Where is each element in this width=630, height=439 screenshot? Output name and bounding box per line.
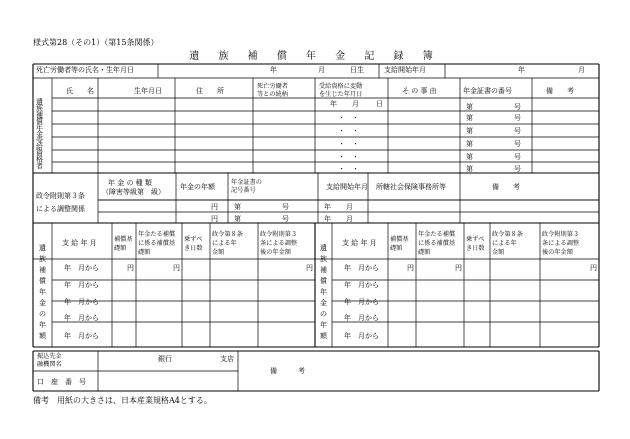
date-dots: ・ ・ [338, 127, 359, 135]
annual-period-row: 年 月から [344, 264, 379, 272]
col-change: 受給資格に変動を生じた年月日 [319, 83, 363, 98]
adj-year: 年 [324, 203, 331, 211]
adj-cert-prefix: 第 [234, 203, 241, 211]
annual-art8-head: 政令第８条 [212, 231, 243, 238]
annual-side-char: 年 [39, 321, 46, 329]
annual-period-row: 年 月から [64, 314, 99, 322]
form-header: 様式第28（その1）（第15条関係） [33, 38, 159, 47]
annual-side-char: 補 [39, 266, 46, 274]
cert-suffix: 号 [514, 153, 521, 161]
cert-suffix: 号 [514, 103, 521, 111]
date-dots: ・ ・ [338, 153, 359, 161]
annual-yen: 円 [590, 264, 597, 272]
col-relation: 死亡労働者等との続柄 [257, 83, 288, 98]
annual-mult-head: 乗ずべ [184, 236, 203, 243]
adjust-side-text: による調整関係 [36, 205, 85, 213]
cert-suffix: 号 [514, 165, 521, 173]
annual-period-row: 年 月から [64, 332, 99, 340]
adj-year: 年 [324, 215, 331, 223]
annual-base-head: 補償基 [390, 236, 409, 243]
annual-art8-head: 政令第８条 [492, 231, 523, 238]
annual-basedetail-head: 年金たる補償 [138, 231, 176, 238]
annual-basedetail-head: 年金たる補償 [418, 231, 456, 238]
date-dots: ・ ・ [338, 140, 359, 148]
annual-base-head: 礎額 [114, 245, 127, 252]
cert-suffix: 号 [514, 140, 521, 148]
recipients-side-char: 者 [36, 162, 43, 170]
annual-side-char: 額 [320, 332, 327, 340]
page-title: 遺 族 補 償 年 金 記 録 簿 [189, 51, 441, 62]
annual-art8-head: 金額 [492, 249, 505, 256]
recipients-side-char: 金 [36, 130, 43, 138]
annual-mult-head: 乗ずべ [466, 236, 485, 243]
annual-side-char: 遺 [320, 244, 327, 252]
recipients-side-char: 償 [36, 117, 43, 126]
annual-side-char: 償 [39, 277, 46, 285]
adj-cert-suffix: 号 [282, 215, 289, 223]
adj-kind-sub: （障害等級第 級） [102, 188, 165, 196]
recipients-side-char: 族 [36, 104, 43, 113]
recipients-side-char: 受 [36, 136, 43, 145]
annual-period-row: 年 月から [344, 281, 379, 289]
adj-amount: 年金の年額 [180, 183, 215, 191]
annual-base-head: 礎額 [390, 245, 403, 252]
adj-cert-prefix: 第 [234, 215, 241, 223]
annual-yen: 円 [407, 264, 414, 272]
annual-yen: 円 [306, 264, 313, 272]
annual-period-row: 年 月から [64, 264, 99, 272]
annual-side-char: 年 [320, 321, 327, 329]
date-sub-month: 月 [352, 100, 359, 108]
annual-period-head: 支 給 年 月 [62, 239, 97, 247]
annual-side-char: 年 [320, 288, 327, 296]
date-dots: ・ ・ [338, 114, 359, 122]
annual-side-char: 補 [320, 266, 327, 274]
col-cert: 年金証書の番号 [463, 87, 512, 95]
annual-mult-head: き日数 [184, 245, 203, 252]
deceased-label: 死亡労働者等の氏名・生年月日 [36, 66, 134, 74]
account-label: 口 座 番 号 [37, 378, 86, 386]
annual-adj-head: 条による調整 [260, 240, 298, 247]
annual-yen: 円 [173, 264, 180, 272]
cert-prefix: 第 [466, 165, 473, 173]
annual-side-char: の [320, 310, 327, 318]
annual-yen: 円 [127, 264, 134, 272]
adj-month: 月 [346, 203, 353, 211]
adj-kind: 年 金 の 種 類 [108, 179, 152, 187]
date-dots: ・ ・ [338, 165, 359, 173]
adj-cert: 年金証書の記号番号 [231, 179, 262, 194]
recipients-side-char: 年 [36, 123, 43, 132]
annual-side-char: 遺 [39, 244, 46, 252]
annual-basedetail-head: に係る補償基 [418, 240, 456, 247]
annual-basedetail-head: に係る補償基 [138, 240, 176, 247]
annual-period-row: 年 月から [344, 332, 379, 340]
annual-period-row: 年 月から [344, 314, 379, 322]
recipients-side-char: 資 [36, 149, 43, 158]
annual-art8-head: による年 [492, 240, 517, 247]
recipients-side-char: 遺 [36, 98, 43, 106]
annual-period-row: 年 月から [64, 281, 99, 289]
cert-prefix: 第 [466, 103, 473, 111]
annual-side-char: 族 [320, 255, 327, 263]
cert-suffix: 号 [514, 127, 521, 135]
row1-month: 月 [318, 66, 325, 74]
adj-yen: 円 [211, 203, 218, 211]
adjust-side-label [36, 191, 86, 213]
recipients-side-char: 補 [36, 110, 43, 119]
adj-cert-suffix: 号 [282, 203, 289, 211]
annual-yen: 円 [455, 264, 462, 272]
annual-side-char: の [39, 310, 46, 318]
row1-day-born: 日生 [350, 66, 364, 74]
cert-prefix: 第 [466, 127, 473, 135]
col-reason: そ の 事 由 [402, 87, 437, 95]
annual-side-label-right [320, 243, 328, 340]
annual-art8-head: 金額 [212, 249, 225, 256]
branch-text: 支店 [220, 355, 234, 363]
cert-prefix: 第 [466, 153, 473, 161]
annual-side-char: 額 [39, 332, 46, 340]
col-remarks: 備 考 [546, 87, 574, 95]
annual-adj-head: 後の年金額 [542, 249, 573, 256]
annual-period-row: 年 月から [344, 298, 379, 306]
bank-label: 振込先金融機関名 [37, 353, 62, 368]
caption: 備考 用紙の大きさは、日本産業規格A4とする。 [33, 396, 212, 405]
date-sub-day: 日 [376, 100, 383, 108]
adj-office: 所轄社会保険事務所等 [376, 183, 446, 191]
col-name: 氏 名 [66, 87, 94, 95]
cert-prefix: 第 [466, 140, 473, 148]
annual-art8-head: による年 [212, 240, 237, 247]
adj-start: 支給開始年月 [326, 183, 368, 191]
annual-adj-head: 政令附則第３ [542, 231, 580, 238]
annual-mult-head: き日数 [466, 245, 485, 252]
annual-side-char: 償 [320, 277, 327, 285]
annual-side-label-left [39, 243, 47, 340]
row1-start-month: 月 [578, 66, 585, 74]
bottom-remarks: 備 考 [270, 367, 305, 375]
recipients-side-label [36, 97, 44, 170]
annual-adj-head: 後の年金額 [260, 249, 291, 256]
recipients-side-char: 格 [36, 155, 43, 164]
annual-period-row: 年 月から [64, 298, 99, 306]
col-address: 住 所 [196, 87, 224, 95]
adj-remarks: 備 考 [492, 183, 520, 191]
annual-adj-head: 政令附則第３ [260, 231, 298, 238]
date-sub-year: 年 [330, 100, 337, 108]
annual-basedetail-head: 礎額 [138, 249, 151, 256]
adj-yen: 円 [211, 215, 218, 223]
adj-month: 月 [346, 215, 353, 223]
start-label: 支給開始年月 [384, 66, 426, 74]
cert-prefix: 第 [466, 114, 473, 122]
adjust-side-text: 政令附則第３条 [36, 192, 85, 200]
bank-text: 銀行 [158, 355, 172, 363]
row1-year: 年 [270, 66, 277, 74]
annual-side-char: 金 [39, 299, 46, 307]
annual-side-char: 族 [39, 255, 46, 263]
annual-side-char: 年 [39, 288, 46, 296]
annual-basedetail-head: 礎額 [418, 249, 431, 256]
annual-base-head: 補償基 [114, 236, 133, 243]
col-birth: 生年月日 [134, 87, 162, 95]
annual-period-head: 支 給 年 月 [342, 239, 377, 247]
annual-adj-head: 条による調整 [542, 240, 580, 247]
recipients-side-char: 給 [36, 142, 43, 151]
annual-side-char: 金 [320, 299, 327, 307]
cert-suffix: 号 [514, 114, 521, 122]
row1-start-year: 年 [518, 66, 525, 74]
